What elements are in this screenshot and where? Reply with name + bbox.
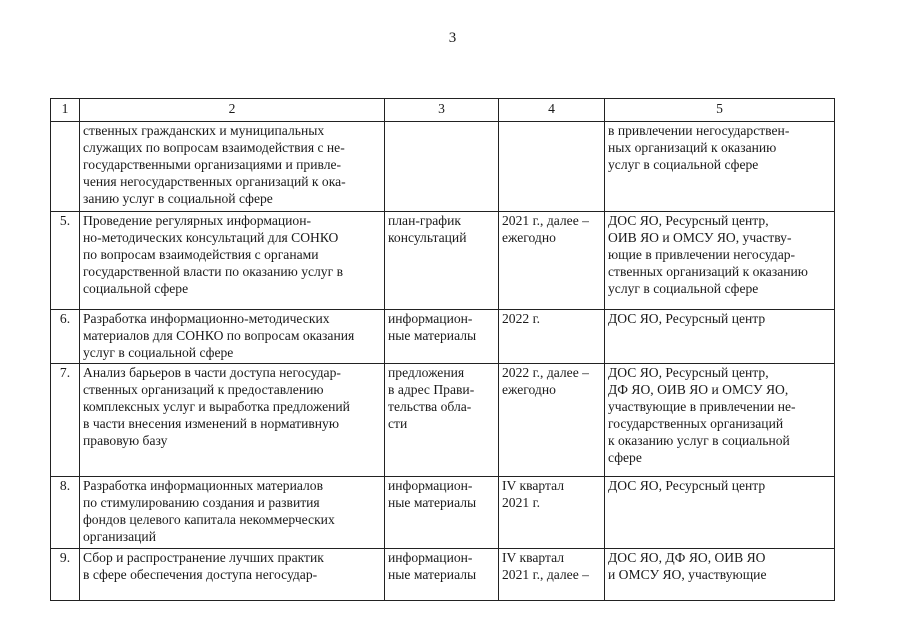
table-row (51, 549, 835, 601)
result-cell (385, 549, 499, 601)
executors-text: ДОС ЯО, Ресурсный центр (608, 478, 766, 493)
row-number: 7. (51, 364, 80, 477)
header-cell: 4 (499, 99, 605, 122)
activity-text: Сбор и распространение лучших практик в сфере обеспечения доступа негосудар- (83, 550, 324, 582)
result-cell (385, 477, 499, 549)
result-text: информацион- ные материалы (388, 550, 477, 582)
table-row (51, 477, 835, 549)
term-cell (499, 549, 605, 601)
row-number (51, 122, 80, 212)
activity-cell (80, 549, 385, 601)
activity-text: Анализ барьеров в части доступа негосудар- ственных организаций к предоставлению комплексных услуг и выработка предложений в части внесения изменений в нормативную правовую базу (83, 365, 350, 448)
activity-cell (80, 364, 385, 477)
activity-text: Разработка информационных материалов по стимулированию создания и развития фондов целевого капитала некоммерческих организаций (83, 478, 335, 544)
plan-table (50, 98, 835, 601)
result-cell (385, 212, 499, 310)
result-cell (385, 122, 499, 212)
activity-cell (80, 477, 385, 549)
result-text: предложения в адрес Прави- тельства обла- сти (388, 365, 475, 431)
term-text: IV квартал 2021 г., далее – (502, 550, 589, 582)
term-text: 2022 г., далее – ежегодно (502, 365, 589, 397)
term-cell (499, 122, 605, 212)
table-row (51, 364, 835, 477)
executors-text: ДОС ЯО, Ресурсный центр, ДФ ЯО, ОИВ ЯО и ОМСУ ЯО, участвующие в привлечении не- государственных организаций к оказанию услуг в социальной сфере (608, 365, 796, 465)
executors-cell (605, 122, 835, 212)
executors-cell (605, 364, 835, 477)
table-row (51, 212, 835, 310)
result-cell (385, 364, 499, 477)
table-header-row (51, 99, 835, 122)
row-number: 8. (51, 477, 80, 549)
term-cell (499, 364, 605, 477)
executors-cell (605, 212, 835, 310)
activity-text: Разработка информационно-методических материалов для СОНКО по вопросам оказания услуг в социальной сфере (83, 311, 355, 360)
term-text: IV квартал 2021 г. (502, 478, 565, 510)
activity-text: ственных гражданских и муниципальных служащих по вопросам взаимодействия с не- государственными организациями и привле- чения негосударственных организаций к ока- занию услуг в социальной сфере (83, 123, 346, 206)
executors-text: ДОС ЯО, Ресурсный центр, ОИВ ЯО и ОМСУ ЯО, участву- ющие в привлечении негосудар- ственных организаций к оказанию услуг в социальной сфере (608, 213, 808, 296)
term-text: 2021 г., далее – ежегодно (502, 213, 589, 245)
result-text: информацион- ные материалы (388, 311, 477, 343)
executors-cell (605, 477, 835, 549)
term-cell (499, 212, 605, 310)
executors-cell (605, 549, 835, 601)
result-text: информацион- ные материалы (388, 478, 477, 510)
header-cell: 3 (385, 99, 499, 122)
activity-cell (80, 310, 385, 364)
page-number: 3 (448, 30, 457, 46)
result-cell (385, 310, 499, 364)
table-row (51, 122, 835, 212)
activity-cell (80, 122, 385, 212)
row-number: 9. (51, 549, 80, 601)
executors-cell (605, 310, 835, 364)
term-cell (499, 310, 605, 364)
executors-text: ДОС ЯО, Ресурсный центр (608, 311, 766, 326)
header-cell: 5 (605, 99, 835, 122)
activity-text: Проведение регулярных информацион- но-методических консультаций для СОНКО по вопросам взаимодействия с органами государственной власти по оказанию услуг в социальной сфере (83, 213, 343, 296)
row-number: 6. (51, 310, 80, 364)
term-text: 2022 г. (502, 311, 541, 326)
executors-text: ДОС ЯО, ДФ ЯО, ОИВ ЯО и ОМСУ ЯО, участвующие (608, 550, 767, 582)
term-cell (499, 477, 605, 549)
row-number: 5. (51, 212, 80, 310)
header-cell: 1 (51, 99, 80, 122)
executors-text: в привлечении негосударствен- ных организаций к оказанию услуг в социальной сфере (608, 123, 790, 172)
header-cell: 2 (80, 99, 385, 122)
table-row (51, 310, 835, 364)
activity-cell (80, 212, 385, 310)
result-text: план-график консультаций (388, 213, 467, 245)
